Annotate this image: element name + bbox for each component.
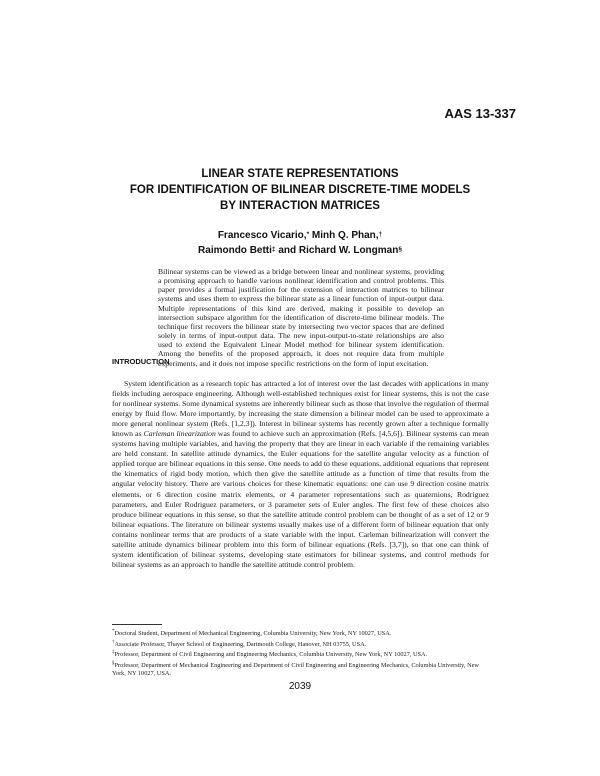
author-vicario-mark: * xyxy=(306,231,310,238)
author-phan-mark: † xyxy=(378,231,383,238)
footnote-divider xyxy=(112,624,162,625)
author-betti: Raimondo Betti xyxy=(198,245,272,256)
footnote-text: Professor, Department of Civil Engineering and Engineering Mechanics, Columbia University, New York, NY 10027, USA. xyxy=(114,651,428,659)
intro-text-part-1: System identification as a research topic has attracted a lot of interest over the last decades with applications in many fields including aerospace engineering. Although well-established techniques exist for linear systems, this is not the case for nonlinear systems. Some dynamical systems are inherently bilinear such as those that involve the regulation of thermal energy by fluid flow. More importantly, by increasing the state dimension a bilinear model can be used to approximate a more general nonlinear system (Refs. [1,2,3]). Interest in bilinear systems has recently grown after a technique formally known as xyxy=(112,379,489,439)
title-line-3: BY INTERACTION MATRICES xyxy=(220,199,380,212)
author-longman-mark: § xyxy=(398,246,402,253)
paper-title xyxy=(0,167,600,214)
footnote-mark: ‡ xyxy=(112,650,115,655)
paper-number: AAS 13-337 xyxy=(444,106,516,121)
footnote-item xyxy=(112,639,489,650)
author-vicario: Francesco Vicario, xyxy=(217,230,307,241)
author-line-1 xyxy=(0,228,600,243)
section-heading: INTRODUCTION xyxy=(112,357,170,366)
footnote-item xyxy=(112,660,489,679)
title-line-1: LINEAR STATE REPRESENTATIONS xyxy=(201,168,399,180)
intro-text-part-2: was found to achieve such an approximation (Refs. [4,5,6]). Bilinear systems can mean systems having multiple variables, and having the property that they are linear in each variable if the remaining variables are held constant. In satellite attitude dynamics, the Euler equations for the satellite angular velocity as a function of applied torque are bilinear equations in this sense. One needs to add to these equations, additional equations that represent the kinematics of rigid body motion, which then give the satellite attitude as a function of time that results from the angular velocity history. There are various choices for these kinematic equations: one can use 9 direction cosine matrix elements, or 6 direction cosine matrix elements, or 4 parameter representations such as quaternions, Rodriguez parameters, and Euler Rodriguez parameters, or 3 parameter sets of Euler angles. The first few of these choices also produce bilinear equations in this sense, so that the satellite attitude control problem can be thought of as a set of 12 or 9 bilinear equations. The literature on bilinear systems usually makes use of a different form of bilinear equation that only contains nonlinear terms that are products of a state variable with the input. Carleman bilinearization will convert the satellite attitude dynamics bilinear problem into this form of bilinear equations (Refs. [3,7]), so that one can think of system identification of bilinear systems, developing state estimators for bilinear systems, and control methods for bilinear systems as an approach to handle the satellite attitude control problem. xyxy=(112,429,490,569)
page-number: 2039 xyxy=(288,681,312,692)
footnote-text: Doctoral Student, Department of Mechanical Engineering, Columbia University, New York, NY 10027, USA. xyxy=(114,630,392,638)
abstract: Bilinear systems can be viewed as a bridge between linear and nonlinear systems, providing a promising approach to handle various nonlinear identification and control problems. This paper provides a formal justification for the extension of interaction matrices to bilinear systems and uses them to express the bilinear state as a linear function of input-output data. Multiple representations of this kind are derived, making it possible to develop an intersection subspace algorithm for the identification of discrete-time bilinear models. The technique first recovers the bilinear state by intersecting two vector spaces that are defined solely in terms of input-output data. The new input-output-to-state relationships are also used to extend the Equivalent Linear Model method for bilinear system identification. Among the benefits of the proposed approach, it does not require data from multiple experiments, and it does not impose specific restrictions on the form of input excitation. xyxy=(158,267,444,368)
footnote-item xyxy=(112,649,489,660)
footnote-mark: † xyxy=(112,639,115,645)
author-connector: and xyxy=(278,245,297,256)
footnote-list xyxy=(112,628,489,678)
footnote-text: Professor, Department of Mechanical Engineering and Department of Civil Engineering and Engineering Mechanics, Columbia University, New York, NY 10027, USA. xyxy=(112,661,479,677)
footnote-mark: * xyxy=(112,629,115,634)
intro-paragraph xyxy=(112,379,489,570)
intro-emphasis: Carleman linearization xyxy=(143,429,216,439)
footnote-mark: § xyxy=(112,660,115,666)
author-line-2 xyxy=(0,243,600,258)
author-betti-mark: ‡ xyxy=(271,246,276,253)
author-longman: Richard W. Longman xyxy=(298,245,399,256)
title-line-2: FOR IDENTIFICATION OF BILINEAR DISCRETE-TIME MODELS xyxy=(129,183,471,196)
author-phan: Minh Q. Phan, xyxy=(311,230,379,241)
footnote-item xyxy=(112,628,489,639)
footnote-text: Associate Professor, Thayer School of Engineering, Dartmouth College, Hanover, NH 03755, USA. xyxy=(114,640,367,648)
author-list xyxy=(0,228,600,258)
